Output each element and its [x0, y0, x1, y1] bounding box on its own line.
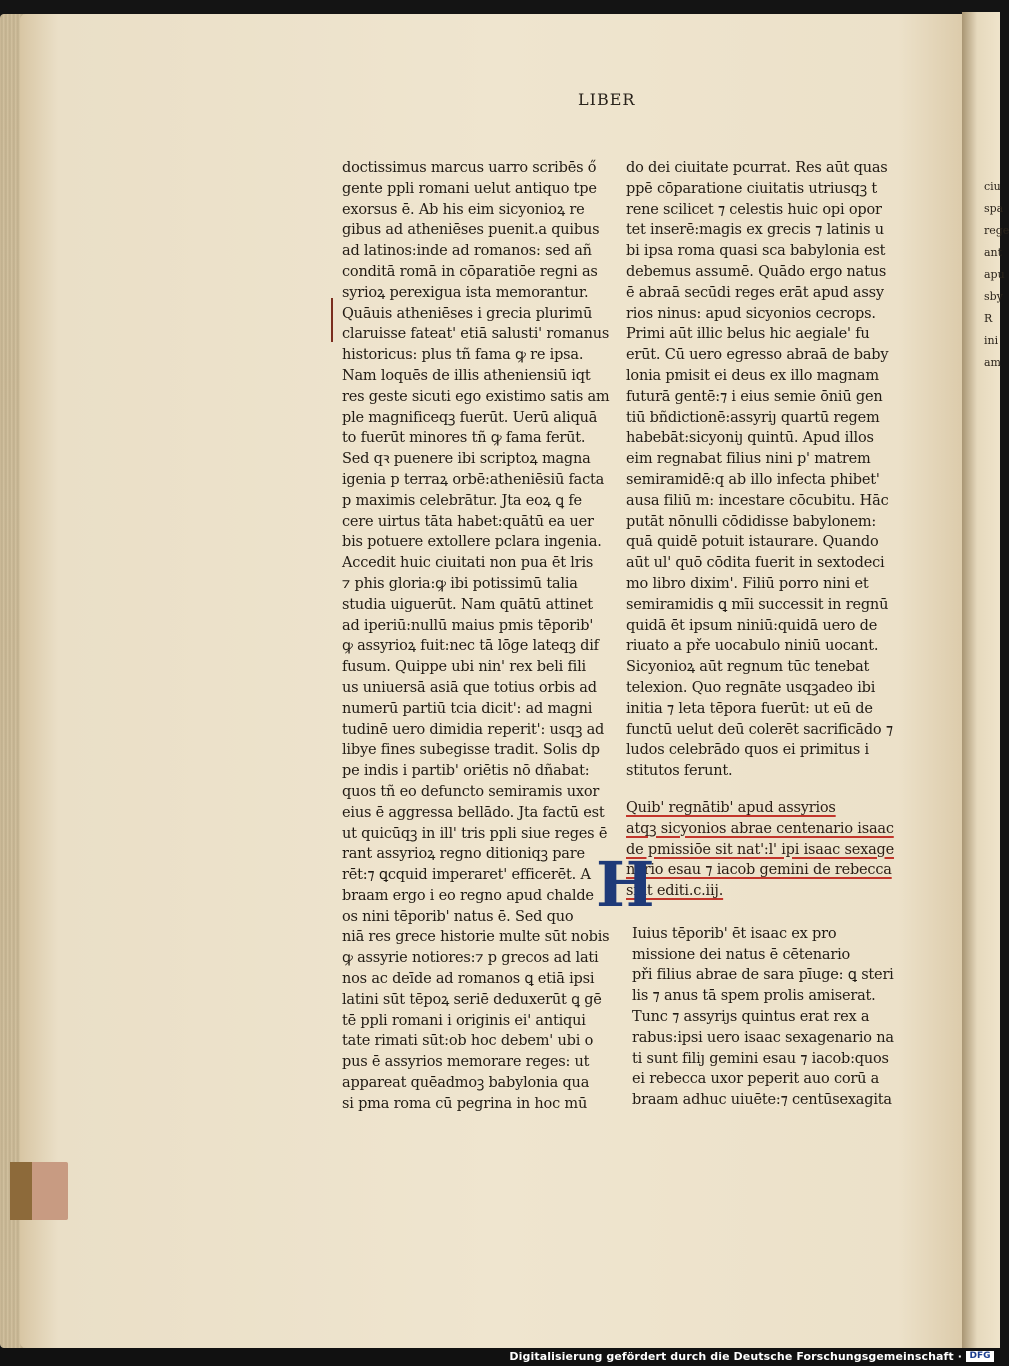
text-line: libye fines subegisse tradit. Solis dp — [342, 742, 600, 759]
text-line: eius ē aggressa bellādo. Jta factū est — [342, 804, 605, 821]
text-line: claruisse fateat' etiā salusti' romanus — [342, 326, 610, 343]
text-line: historicus: plus tñ fama ꝙ re ipsa. — [342, 347, 584, 364]
text-line: ti sunt filiȷ gemini esau ⁊ iacob:quos — [632, 1050, 889, 1067]
text-line: syrioꝝ perexigua ista memorantur. — [342, 284, 589, 301]
right-text-column — [626, 158, 894, 1111]
text-line: tē ppli romani i originis ei' antiqui — [342, 1012, 586, 1029]
text-line: studia uiguerūt. Nam quātū attinet — [342, 596, 593, 613]
text-line: lonia pmisit ei deus ex illo magnam — [626, 367, 879, 384]
text-line: quā quidē potuit istaurare. Quando — [626, 534, 879, 551]
text-line: missione dei natus ē cētenario — [632, 946, 851, 963]
text-line: lis ⁊ anus tā spem prolis amiserat. — [632, 988, 876, 1005]
text-line: stitutos ferunt. — [626, 763, 733, 780]
text-line: braam ergo i eo regno apud chalde — [342, 887, 594, 904]
text-line: semiramidis ꝗ mīi successit in regnū — [626, 596, 889, 613]
text-line: Quāuis atheniēses i grecia plurimū — [342, 305, 593, 322]
text-line: futurā gentē:⁊ i eius semie ōniū gen — [626, 388, 883, 405]
text-line: p maximis celebrātur. Jta eoꝝ ꝗ fe — [342, 492, 582, 509]
text-line: rant assyrioꝝ regno ditioniqꝫ pare — [342, 846, 585, 863]
text-line: mo libro dixim'. Filiū porro nini et — [626, 575, 869, 592]
facing-page-fragment: R — [984, 312, 993, 325]
text-line: doctissimus marcus uarro scribēs ő — [342, 160, 597, 176]
margin-bracket-mark — [331, 298, 333, 342]
facing-page-fragment: ant — [984, 246, 1003, 259]
text-line: semiramidē:q ab illo infecta phibet' — [626, 471, 880, 488]
text-line: eim regnabat filius nini p' matrem — [626, 451, 871, 468]
text-line: quos tñ eo defuncto semiramis uxor — [342, 783, 600, 800]
text-line: Nam loquēs de illis atheniensiū iqt — [342, 367, 591, 384]
facing-page-fragment: apu — [984, 268, 1005, 281]
text-line: conditā romā in cōparatiōe regni as — [342, 263, 598, 280]
rubric-line: atqꝫ sicyonios abrae centenario isaac — [626, 820, 894, 837]
text-line: braam adhuc uiuēte:⁊ centūsexagita — [632, 1092, 892, 1109]
text-line: pus ē assyrios memorare reges: ut — [342, 1054, 590, 1071]
text-line: numerū partiū tcia dicit': ad magni — [342, 700, 593, 717]
text-line: tet inserē:magis ex grecis ⁊ latinis u — [626, 222, 884, 239]
text-line: gente ppli romani uelut antiquo tpe — [342, 180, 597, 197]
text-line: os nini tēporib' natus ē. Sed quo — [342, 908, 574, 925]
right-column-top-text — [626, 158, 893, 782]
facing-page-fragment: am — [984, 356, 1001, 369]
text-line: ꝙ assyrioꝝ fuit:nec tā lōge lateqꝫ dif — [342, 638, 599, 655]
text-line: ad iperiū:nullū maius pmis tēporib' — [342, 617, 594, 634]
text-line: rios ninus: apud sicyonios cecrops. — [626, 305, 876, 322]
text-line: bi ipsa roma quasi sca babylonia est — [626, 243, 886, 260]
rubric-line: nario esau ⁊ iacob gemini de rebecca — [626, 862, 892, 879]
facing-page-fragment: sby — [984, 290, 1003, 303]
facing-page-fragment: ciu — [984, 180, 1001, 193]
text-line: rēt:⁊ ꝗcquid imperaret' efficerēt. A — [342, 867, 591, 884]
text-line: appareat quēadmoꝫ babylonia qua — [342, 1075, 590, 1092]
rubric-line: sint editi.c.iij. — [626, 883, 724, 900]
text-line: putāt nōnulli cōdidisse babylonem: — [626, 513, 877, 530]
page-tab-marker — [10, 1162, 68, 1220]
text-line: rene scilicet ⁊ celestis huic opi opor — [626, 201, 882, 218]
chapter-rubric — [626, 798, 894, 902]
text-line: ē abraā secūdi reges erāt apud assy — [626, 284, 884, 301]
text-line: fusum. Quippe ubi nin' rex beli fili — [342, 659, 586, 676]
text-line: do dei ciuitate pcurrat. Res aūt quas — [626, 160, 888, 176]
text-line: tate rimati sūt:ob hoc debem' ubi o — [342, 1033, 594, 1050]
text-line: Iuius tēporib' ēt isaac ex pro — [632, 925, 837, 942]
footer-bar — [0, 1348, 1000, 1366]
text-line: rabus:ipsi uero isaac sexagenario na — [632, 1029, 894, 1046]
text-line: initia ⁊ leta tēpora fuerūt: ut eū de — [626, 700, 873, 717]
text-line: aūt ul' quō cōdita fuerit in sextodeci — [626, 555, 885, 572]
illuminated-initial: H — [596, 848, 655, 921]
text-line: Accedit huic ciuitati non pua ēt lris — [342, 555, 594, 572]
text-line: riuato a pře uocabulo niniū uocant. — [626, 638, 879, 655]
text-line: bis potuere extollere pclara ingenia. — [342, 534, 602, 551]
running-head: LIBER — [578, 90, 636, 109]
text-line: ad latinos:inde ad romanos: sed añ — [342, 243, 592, 260]
text-line: tudinē uero dimidia reperit': usqꝫ ad — [342, 721, 605, 738]
text-line: gibus ad atheniēses puenit.a quibus — [342, 222, 600, 239]
text-line: cere uirtus tāta habet:quātū ea uer — [342, 513, 594, 530]
text-line: functū uelut deū colerēt sacrificādo ⁊ — [626, 721, 893, 738]
text-line: ppē cōparatione ciuitatis utriusqꝫ t — [626, 180, 877, 197]
text-line: Sicyonioꝝ aūt regnum tūc tenebat — [626, 659, 870, 676]
text-line: při filius abrae de sara pīuge: ꝗ steri — [632, 967, 894, 984]
text-line: ple magnificeqꝫ fuerūt. Uerū aliquā — [342, 409, 598, 426]
text-line: erūt. Cū uero egresso abraā de baby — [626, 347, 889, 364]
text-line: ⁊ phis gloria:ꝙ ibi potissimū talia — [342, 575, 578, 592]
text-line: ut quicūqꝫ in ill' tris ppli siue reges ē — [342, 825, 608, 842]
text-line: ausa filiū m: incestare cōcubitu. Hāc — [626, 492, 889, 509]
text-line: ꝙ assyrie notiores:⁊ p grecos ad lati — [342, 950, 599, 967]
text-line: ei rebecca uxor peperit auo corū a — [632, 1071, 880, 1088]
text-line: niā res grece historie multe sūt nobis — [342, 929, 610, 946]
facing-page — [962, 12, 1009, 1352]
text-line: ludos celebrādo quos ei primitus i — [626, 742, 869, 759]
rubric-line: Quib' regnātib' apud assyrios — [626, 799, 836, 816]
text-line: nos ac deīde ad romanos ꝗ etiā ipsi — [342, 971, 595, 988]
footer-credit: Digitalisierung gefördert durch die Deutsche Forschungsgemeinschaft · — [509, 1350, 962, 1363]
text-line: pe indis i partib' oriētis nō dñabat: — [342, 763, 590, 780]
text-line: igenia p terraꝝ orbē:atheniēsiū facta — [342, 471, 605, 488]
text-line: si pma roma cū pegrina in hoc mū — [342, 1095, 588, 1112]
text-line: telexion. Quo regnāte usqꝫadeo ibi — [626, 679, 876, 696]
rubric-line: de pmissiōe sit nat':l' ipi isaac sexage — [626, 841, 894, 858]
text-line: exorsus ē. Ab his eim sicyonioꝝ re — [342, 201, 585, 218]
facing-page-fragment: spa — [984, 202, 1004, 215]
dfg-logo: DFG — [966, 1351, 994, 1362]
text-line: us uniuersā asiā que totius orbis ad — [342, 679, 597, 696]
text-line: Primi aūt illic belus hic aegiale' fu — [626, 326, 870, 343]
text-line: latini sūt tēpoꝝ seriē deduxerūt ꝗ gē — [342, 991, 602, 1008]
right-column-bottom-text — [626, 924, 894, 1111]
facing-page-fragment: rege — [984, 224, 1009, 237]
text-line: Tunc ⁊ assyriȷs quintus erat rex a — [632, 1009, 870, 1026]
text-line: quidā ēt ipsum niniū:quidā uero de — [626, 617, 878, 634]
facing-page-fragment: ini — [984, 334, 999, 347]
text-line: to fuerūt minores tñ ꝙ fama ferūt. — [342, 430, 586, 447]
text-line: debemus assumē. Quādo ergo natus — [626, 263, 887, 280]
left-text-column — [342, 158, 610, 1115]
text-line: habebāt:sicyoniȷ quintū. Apud illos — [626, 430, 874, 447]
text-line: Sed qꝛ puenere ibi scriptoꝝ magna — [342, 451, 591, 468]
text-line: tiū bñdictionē:assyriȷ quartū regem — [626, 409, 880, 426]
text-line: res geste sicuti ego existimo satis am — [342, 388, 610, 405]
